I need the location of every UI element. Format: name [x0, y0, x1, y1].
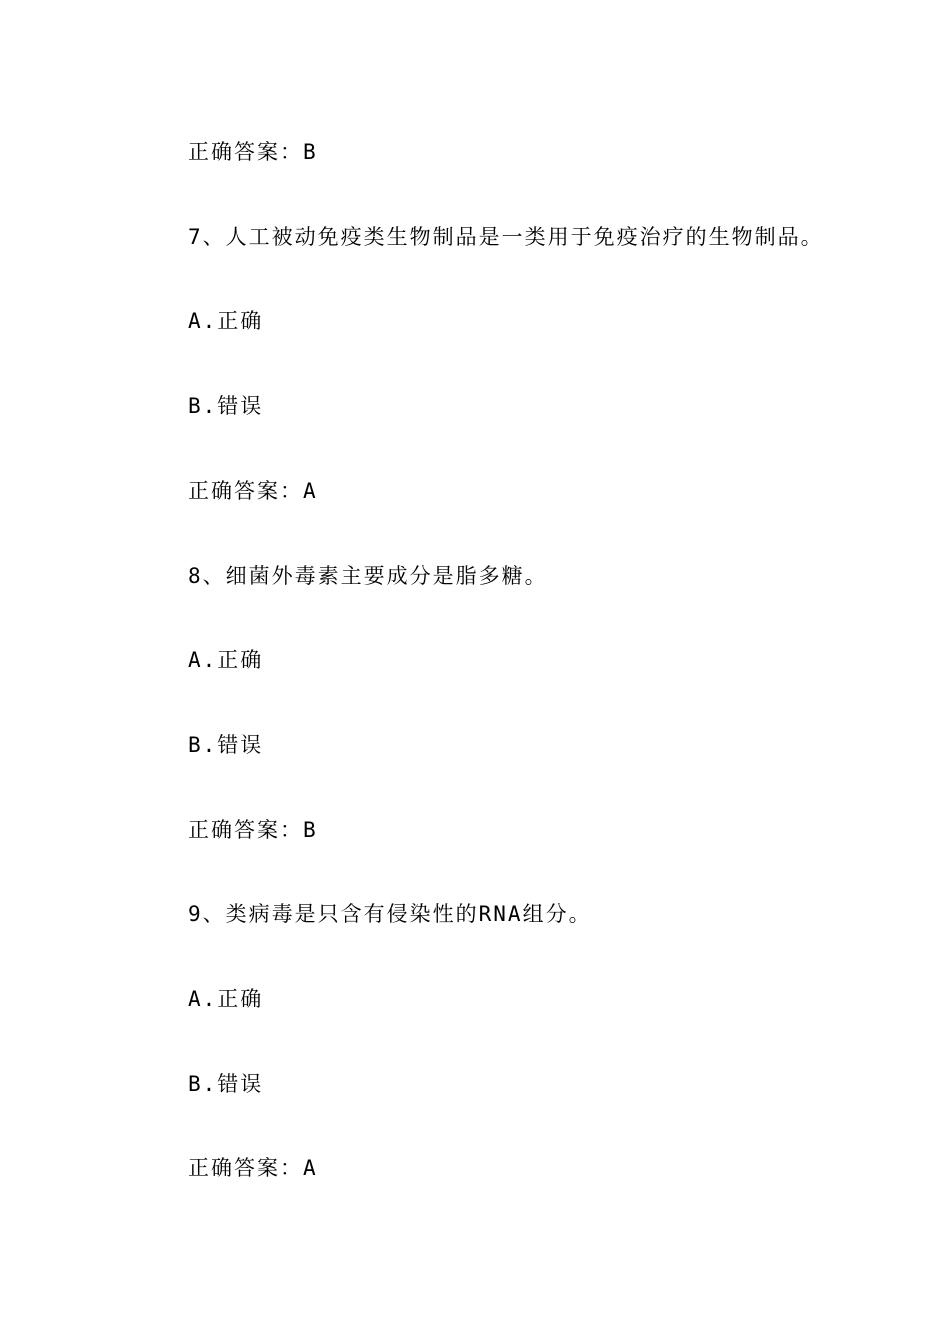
option-b-q7: B.错误: [188, 394, 264, 418]
option-a-q9: A.正确: [188, 987, 264, 1011]
question-7: 7、人工被动免疫类生物制品是一类用于免疫治疗的生物制品。: [188, 225, 824, 249]
question-9: 9、类病毒是只含有侵染性的RNA组分。: [188, 902, 592, 926]
answer-text-q9: 正确答案：A: [188, 1156, 318, 1180]
question-8: 8、细菌外毒素主要成分是脂多糖。: [188, 564, 548, 588]
option-b-q9: B.错误: [188, 1072, 264, 1096]
option-b-q8: B.错误: [188, 733, 264, 757]
answer-text-q7: 正确答案：A: [188, 479, 318, 503]
option-a-q7: A.正确: [188, 309, 264, 333]
answer-text-q8: 正确答案：B: [188, 818, 318, 842]
option-a-q8: A.正确: [188, 648, 264, 672]
answer-text-q6: 正确答案：B: [188, 140, 318, 164]
